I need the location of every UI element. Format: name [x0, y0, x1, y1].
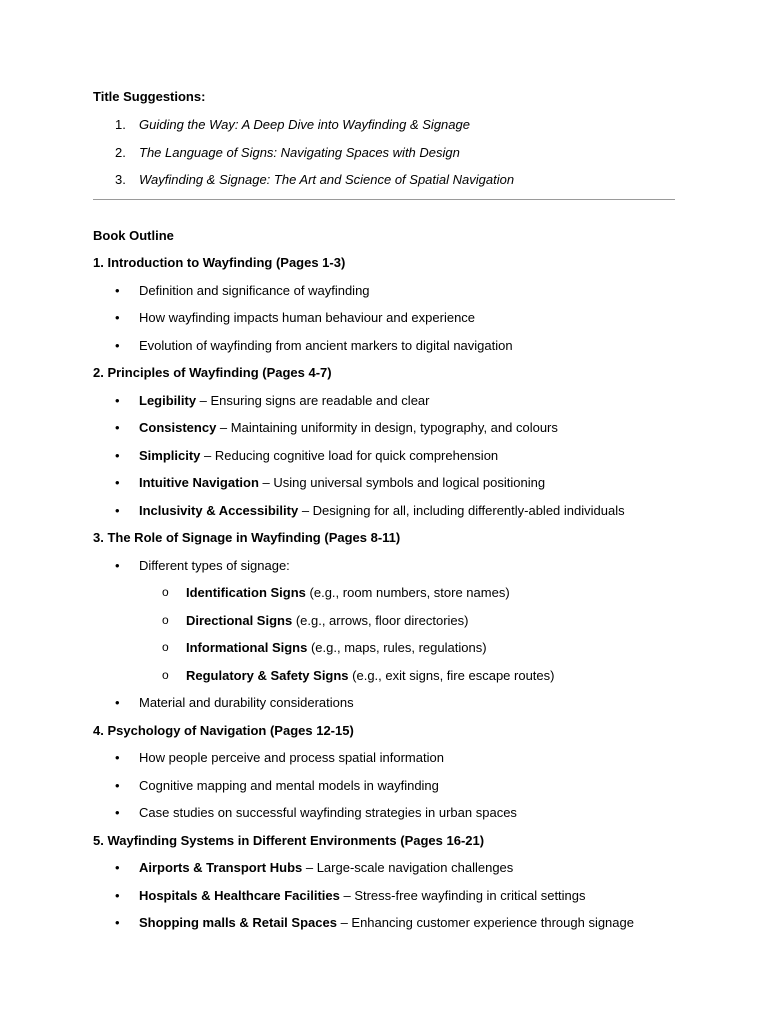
section-title: 4. Psychology of Navigation (Pages 12-15): [93, 722, 354, 738]
list-item: [93, 777, 675, 794]
bullet-text: – Maintaining uniformity in design, typography, and colours: [216, 420, 558, 435]
bullet-bold: Intuitive Navigation: [139, 475, 259, 490]
bullet-icon: •: [115, 695, 120, 710]
section-title: 1. Introduction to Wayfinding (Pages 1-3): [93, 255, 346, 270]
sub-bullet-text: (e.g., maps, rules, regulations): [307, 640, 487, 655]
list-item: [93, 694, 675, 711]
sub-bullet-icon: o: [162, 640, 169, 654]
bullet-bold: Consistency: [139, 420, 217, 435]
sub-bullet-icon: o: [162, 612, 169, 627]
title-suggestion: Wayfinding & Signage: The Art and Science of Spatial Navigation: [139, 172, 515, 187]
sub-bullet-bold: Regulatory & Safety Signs: [186, 667, 349, 683]
sub-bullet-text: (e.g., exit signs, fire escape routes): [348, 667, 555, 683]
bullet-text: Cognitive mapping and mental models in wayfinding: [139, 777, 439, 793]
list-item: [93, 887, 675, 904]
list-item: [93, 419, 675, 436]
bullet-icon: •: [115, 777, 120, 793]
list-item: [93, 282, 675, 299]
bullet-icon: •: [115, 337, 120, 353]
section-title: 5. Wayfinding Systems in Different Environments (Pages 16-21): [93, 832, 485, 848]
list-item: [93, 337, 675, 354]
bullet-icon: •: [115, 860, 120, 875]
list-number: 3.: [115, 172, 126, 187]
bullet-text: – Ensuring signs are readable and clear: [196, 392, 430, 408]
list-item: [93, 144, 675, 161]
sub-list-item: [93, 639, 675, 656]
bullet-icon: •: [115, 557, 120, 573]
list-item: [93, 502, 675, 519]
bullet-text: – Enhancing customer experience through signage: [336, 915, 634, 930]
sub-bullet-bold: Directional Signs: [186, 612, 293, 628]
title-suggestion: Guiding the Way: A Deep Dive into Wayfinding & Signage: [139, 117, 470, 132]
bullet-bold: Simplicity: [139, 447, 201, 463]
bullet-icon: •: [115, 282, 120, 298]
list-item: [93, 557, 675, 574]
list-item: [93, 116, 675, 133]
bullet-icon: •: [115, 887, 120, 903]
sub-list-item: [93, 612, 675, 629]
book-outline-heading: Book Outline: [93, 227, 174, 243]
list-item: [93, 749, 675, 766]
bullet-text: Evolution of wayfinding from ancient markers to digital navigation: [139, 337, 513, 353]
sub-bullet-bold: Informational Signs: [186, 640, 308, 655]
bullet-text: – Using universal symbols and logical positioning: [258, 475, 546, 490]
bullet-text: Definition and significance of wayfinding: [139, 282, 370, 298]
sub-bullet-icon: o: [162, 585, 169, 599]
bullet-text: Material and durability considerations: [139, 695, 354, 710]
bullet-text: – Designing for all, including differently-abled individuals: [298, 502, 625, 518]
sub-bullet-icon: o: [162, 667, 169, 682]
sub-list-item: [93, 667, 675, 684]
bullet-icon: •: [115, 392, 120, 408]
bullet-bold: Shopping malls & Retail Spaces: [139, 915, 337, 930]
section-title: 2. Principles of Wayfinding (Pages 4-7): [93, 365, 332, 380]
bullet-text: Case studies on successful wayfinding strategies in urban spaces: [139, 805, 517, 820]
bullet-text: How people perceive and process spatial information: [139, 750, 444, 765]
bullet-bold: Inclusivity & Accessibility: [139, 502, 299, 518]
bullet-text: How wayfinding impacts human behaviour and experience: [139, 310, 476, 325]
sub-list-item: [93, 584, 675, 601]
bullet-text: Different types of signage:: [139, 557, 290, 573]
list-item: [93, 171, 675, 188]
bullet-icon: •: [115, 475, 120, 490]
list-item: [93, 804, 675, 821]
title-suggestions-heading: Title Suggestions:: [93, 89, 206, 104]
bullet-icon: •: [115, 750, 120, 765]
bullet-icon: •: [115, 915, 120, 930]
list-item: [93, 392, 675, 409]
bullet-icon: •: [115, 420, 120, 435]
bullet-icon: •: [115, 805, 120, 820]
list-item: [93, 474, 675, 491]
bullet-text: – Stress-free wayfinding in critical settings: [339, 887, 586, 903]
bullet-text: – Large-scale navigation challenges: [302, 860, 514, 875]
list-number: 1.: [115, 117, 126, 132]
bullet-text: – Reducing cognitive load for quick comprehension: [200, 447, 499, 463]
list-number: 2.: [115, 144, 126, 160]
title-suggestion: The Language of Signs: Navigating Spaces with Design: [139, 144, 460, 160]
horizontal-divider: [93, 199, 675, 200]
sub-bullet-text: (e.g., arrows, floor directories): [292, 612, 469, 628]
list-item: [93, 859, 675, 876]
list-item: [93, 447, 675, 464]
sub-bullet-bold: Identification Signs: [186, 585, 306, 600]
bullet-bold: Legibility: [139, 392, 197, 408]
section-title: 3. The Role of Signage in Wayfinding (Pages 8-11): [93, 530, 401, 545]
list-item: [93, 914, 675, 931]
list-item: [93, 309, 675, 326]
sub-bullet-text: (e.g., room numbers, store names): [305, 585, 510, 600]
bullet-bold: Airports & Transport Hubs: [139, 860, 303, 875]
bullet-icon: •: [115, 447, 120, 463]
bullet-icon: •: [115, 310, 120, 325]
bullet-bold: Hospitals & Healthcare Facilities: [139, 887, 340, 903]
bullet-icon: •: [115, 502, 120, 518]
